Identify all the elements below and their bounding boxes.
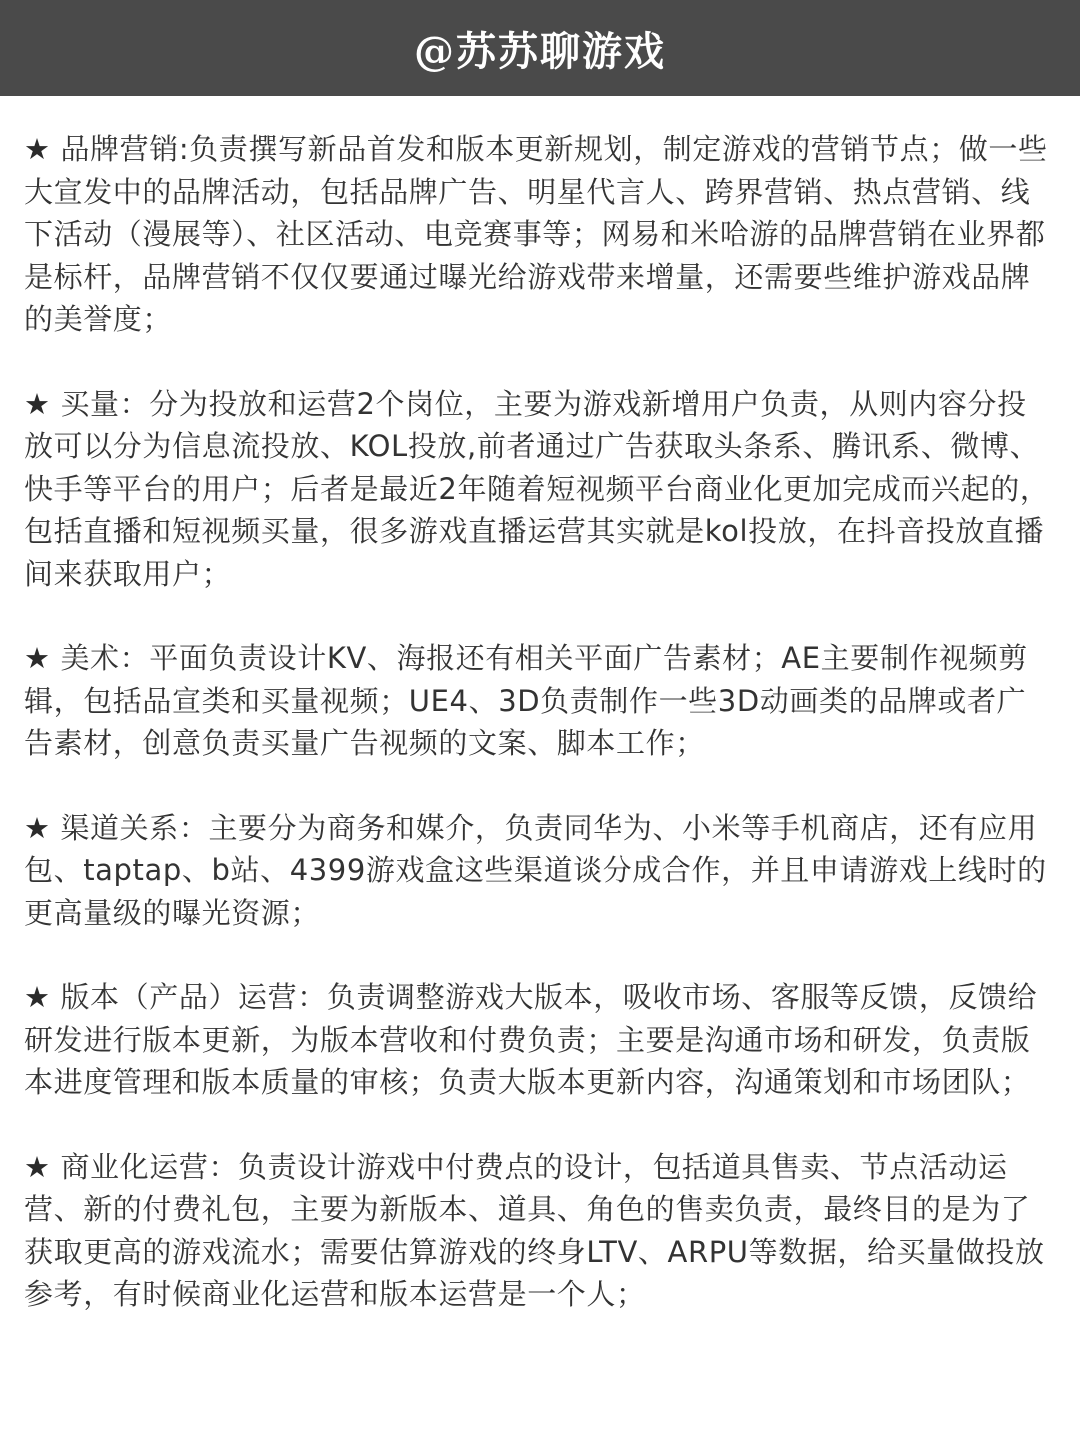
section-monetization-operations xyxy=(24,1146,1054,1316)
header-bar xyxy=(0,0,1080,96)
section-user-acquisition xyxy=(24,383,1054,596)
section-channel-relations xyxy=(24,807,1054,935)
star-icon: ★ xyxy=(24,1149,51,1184)
paragraph-text: 买量：分为投放和运营2个岗位，主要为游戏新增用户负责，从则内容分投放可以分为信息流投放、KOL投放,前者通过广告获取头条系、腾讯系、微博、快手等平台的用户；后者是最近2年随着短视频平台商业化更加完成而兴起的，包括直播和短视频买量，很多游戏直播运营其实就是kol投放，在抖音投放直播间来获取用户； xyxy=(24,386,1050,591)
article-body xyxy=(24,128,1054,1358)
paragraph xyxy=(24,807,1054,935)
paragraph xyxy=(24,976,1054,1104)
paragraph xyxy=(24,128,1054,341)
star-icon: ★ xyxy=(24,980,51,1014)
paragraph-text: 版本（产品）运营：负责调整游戏大版本，吸收市场、客服等反馈，反馈给研发进行版本更新，为版本营收和付费负责；主要是沟通市场和研发，负责版本进度管理和版本质量的审核；负责大版本更新内容，沟通策划和市场团队； xyxy=(24,980,1038,1099)
paragraph-text: 渠道关系：主要分为商务和媒介，负责同华为、小米等手机商店，还有应用包、taptap、b站、4399游戏盒这些渠道谈分成合作，并且申请游戏上线时的更高量级的曝光资源； xyxy=(24,810,1047,930)
account-title: @苏苏聊游戏 xyxy=(414,27,666,75)
paragraph-text: 美术：平面负责设计KV、海报还有相关平面广告素材；AE主要制作视频剪辑，包括品宣类和买量视频；UE4、3D负责制作一些3D动画类的品牌或者广告素材，创意负责买量广告视频的文案、脚本工作； xyxy=(24,641,1028,760)
paragraph xyxy=(24,383,1054,596)
paragraph-text: 商业化运营：负责设计游戏中付费点的设计，包括道具售卖、节点活动运营、新的付费礼包，主要为新版本、道具、角色的售卖负责，最终目的是为了获取更高的游戏流水；需要估算游戏的终身LTV、ARPU等数据，给买量做投放参考，有时候商业化运营和版本运营是一个人； xyxy=(24,1149,1045,1311)
paragraph xyxy=(24,1146,1054,1316)
star-icon: ★ xyxy=(24,641,51,675)
paragraph xyxy=(24,637,1054,765)
star-icon: ★ xyxy=(24,810,51,845)
section-brand-marketing xyxy=(24,128,1054,341)
section-version-operations xyxy=(24,976,1054,1104)
paragraph-text: 品牌营销:负责撰写新品首发和版本更新规划，制定游戏的营销节点；做一些大宣发中的品牌活动，包括品牌广告、明星代言人、跨界营销、热点营销、线下活动（漫展等）、社区活动、电竞赛事等；网易和米哈游的品牌营销在业界都是标杆，品牌营销不仅仅要通过曝光给游戏带来增量，还需要些维护游戏品牌的美誉度； xyxy=(24,132,1048,336)
star-icon: ★ xyxy=(24,132,51,166)
star-icon: ★ xyxy=(24,386,51,421)
section-art xyxy=(24,637,1054,765)
